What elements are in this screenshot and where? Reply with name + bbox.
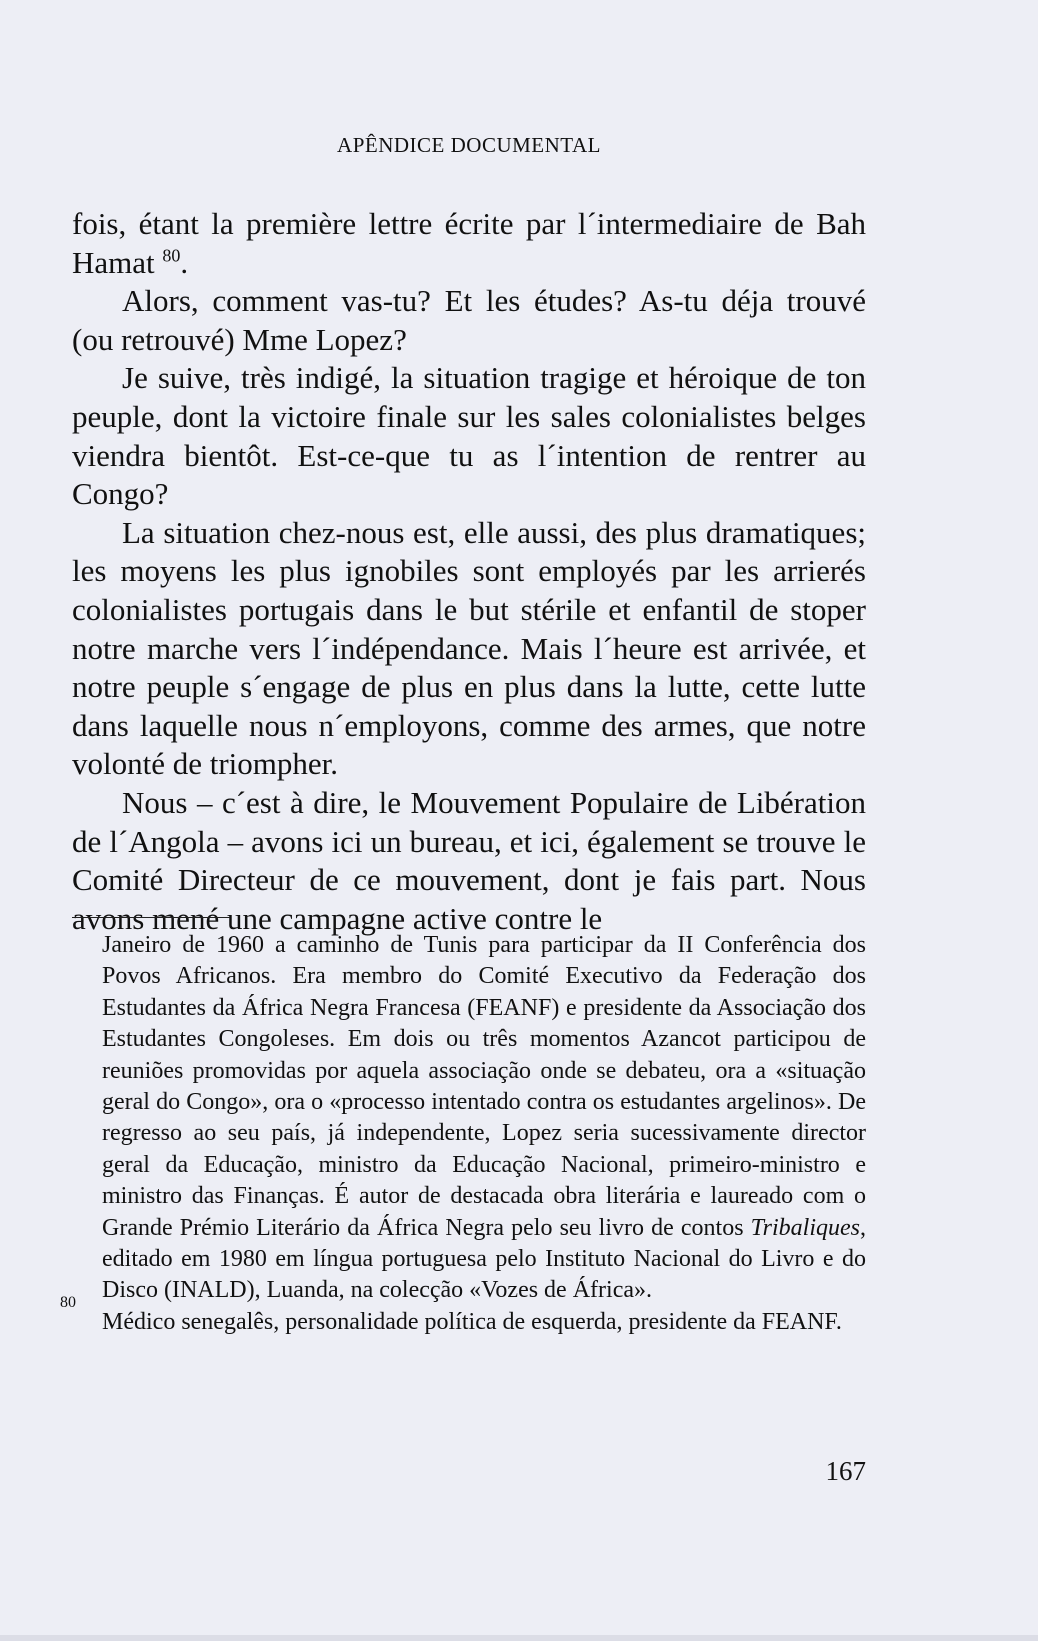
paragraph-4: La situation chez-nous est, elle aussi, des plus dramatiques; les moyens les plus ignobiles sont employés par les arrierés colonialistes portugais dans le but stérile et enfantil de stoper notre marche vers l´indépendance. Mais l´heure est arrivée, et notre peuple s´engage de plus en plus dans la lutte, cette lutte dans laquelle nous n´employons, comme des armes, que notre volonté de triompher.	[72, 514, 866, 782]
footnote-80-text: Médico senegalês, personalidade política de esquerda, presidente da FEANF.	[102, 1308, 842, 1335]
paragraph-5: Nous – c´est à dire, le Mouvement Populaire de Libération de l´Angola – avons ici un bureau, et ici, également se trouve le Comité Directeur de ce mouvement, dont je fais part. Nous avons mené une campagne active contre le	[72, 784, 866, 936]
footnote-continued-text: Janeiro de 1960 a caminho de Tunis para participar da II Conferência dos Povos Africanos. Era membro do Comité Executivo da Federação dos Estudantes da África Negra Francesa (FEANF) e presidente da Associação dos Estudantes Congoleses. Em dois ou três momentos Azancot participou de reuniões promovidas por aquela associação onde se debateu, ora a «situação geral do Congo», ora o «processo intentado contra os estudantes argelinos». De regresso ao seu país, já independente, Lopez seria sucessivamente director geral da Educação, ministro da Educação Nacional, primeiro-ministro e ministro das Finanças. É autor de destacada obra literária e laureado com o Grande Prémio Literário da África Negra pelo seu livro de contos	[102, 932, 866, 1241]
running-head: APÊNDICE DOCUMENTAL	[337, 133, 601, 157]
paragraph-1	[72, 205, 866, 282]
footnote-separator	[72, 917, 230, 918]
paragraph-3: Je suive, très indigé, la situation tragige et héroique de ton peuple, dont la victoire finale sur les sales colonialistes belges viendra bientôt. Est-ce-que tu as l´intention de rentrer au Congo?	[72, 360, 866, 512]
body-text	[72, 205, 866, 938]
footnote-continued	[72, 930, 866, 1307]
footnote-book-title: Tribaliques	[750, 1214, 860, 1241]
paragraph-1-end: .	[180, 244, 189, 280]
footnote-reference-80: 80	[162, 245, 181, 266]
page-number: 167	[825, 1456, 866, 1486]
paragraph-2: Alors, comment vas-tu? Et les études? As-tu déja trouvé (ou retrouvé) Mme Lopez?	[72, 283, 866, 357]
footnotes	[60, 930, 866, 1338]
footnote-80: 80 Médico senegalês, personalidade política de esquerda, presidente da FEANF.	[60, 1293, 842, 1335]
paragraph-1-text: fois, étant la première lettre écrite par l´intermediaire de Bah Hamat	[72, 206, 866, 280]
footnote-continued-end: , editado em 1980 em língua portuguesa pelo Instituto Nacional do Livro e do Disco (INALD), Luanda, na colecção «Vozes de África».	[102, 1214, 866, 1304]
